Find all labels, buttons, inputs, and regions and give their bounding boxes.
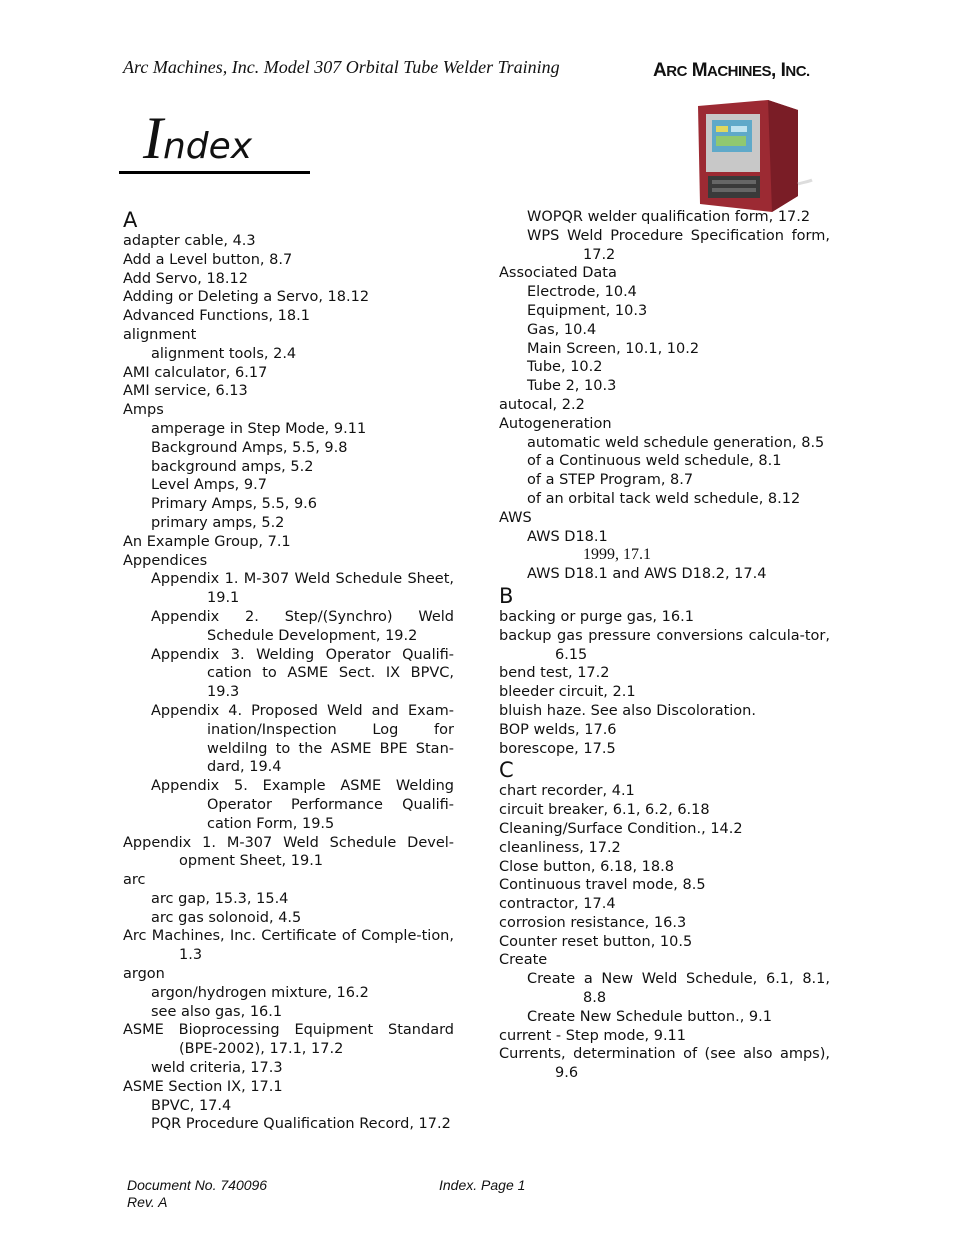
index-subentry: Level Amps, 9.7 bbox=[151, 477, 267, 494]
index-entry: corrosion resistance, 16.3 bbox=[499, 914, 687, 931]
index-subentry: automatic weld schedule generation, 8.5 bbox=[527, 434, 825, 451]
index-subentry: Electrode, 10.4 bbox=[527, 284, 637, 301]
index-subentry: see also gas, 16.1 bbox=[151, 1003, 283, 1020]
index-entry: autocal, 2.2 bbox=[499, 396, 585, 413]
index-entry: Arc Machines, Inc. Certificate of Comple-tion, 1.3 bbox=[123, 928, 454, 964]
heading-underline bbox=[119, 171, 310, 174]
index-column-right bbox=[499, 208, 830, 1083]
index-entry: ASME Section IX, 17.1 bbox=[123, 1078, 283, 1095]
index-entry: Amps bbox=[123, 402, 164, 419]
company-logo: ARC MACHINES, INC. bbox=[653, 60, 810, 81]
index-entry: Counter reset button, 10.5 bbox=[499, 933, 693, 950]
index-subentry: Appendix 3. Welding Operator Qualifi-cation to ASME Sect. IX BPVC, 19.3 bbox=[151, 646, 454, 701]
revision: Rev. A bbox=[127, 1194, 168, 1210]
index-subentry: Appendix 4. Proposed Weld and Exam-ination/Inspection Log for weldilng to the ASME BPE Stan-dard, 19.4 bbox=[151, 702, 454, 776]
index-entry: cleanliness, 17.2 bbox=[499, 839, 621, 856]
index-subentry: Appendix 1. M-307 Weld Schedule Sheet, 19.1 bbox=[151, 571, 454, 607]
index-entry: arc bbox=[123, 872, 146, 889]
index-subentry: Gas, 10.4 bbox=[527, 321, 597, 338]
index-entry: bluish haze. See also Discoloration. bbox=[499, 702, 756, 719]
index-entry: AWS bbox=[499, 509, 532, 526]
index-entry: contractor, 17.4 bbox=[499, 896, 616, 913]
index-entry: alignment bbox=[123, 326, 197, 343]
welder-machine-image bbox=[694, 96, 814, 214]
index-entry: Advanced Functions, 18.1 bbox=[123, 308, 310, 325]
footer-document-info bbox=[127, 1177, 267, 1211]
index-entry: adapter cable, 4.3 bbox=[123, 233, 256, 249]
index-subentry: weld criteria, 17.3 bbox=[151, 1060, 283, 1077]
index-subentry: 1999, 17.1 bbox=[583, 546, 651, 564]
index-subentry: Appendix 2. Step/(Synchro) Weld Schedule Development, 19.2 bbox=[151, 608, 454, 644]
section-letter-a: A bbox=[123, 208, 138, 232]
index-subentry: Tube 2, 10.3 bbox=[527, 378, 617, 395]
index-entry: AMI calculator, 6.17 bbox=[123, 364, 268, 381]
index-entry: circuit breaker, 6.1, 6.2, 6.18 bbox=[499, 802, 710, 819]
index-subentry: amperage in Step Mode, 9.11 bbox=[151, 420, 367, 437]
index-subentry: of an orbital tack weld schedule, 8.12 bbox=[527, 490, 801, 507]
index-entry: bend test, 17.2 bbox=[499, 665, 610, 682]
index-entry: BOP welds, 17.6 bbox=[499, 721, 617, 738]
index-entry: Close button, 6.18, 18.8 bbox=[499, 858, 674, 875]
page-number: Index. Page 1 bbox=[439, 1177, 526, 1193]
index-entry: borescope, 17.5 bbox=[499, 740, 616, 757]
index-entry: Add Servo, 18.12 bbox=[123, 270, 248, 287]
index-subentry: of a STEP Program, 8.7 bbox=[527, 472, 694, 489]
index-subentry: Appendix 5. Example ASME Welding Operator Performance Qualifi-cation Form, 19.5 bbox=[151, 778, 454, 832]
page-heading: Index bbox=[143, 105, 253, 171]
section-letter-b: B bbox=[499, 583, 514, 608]
index-subentry: background amps, 5.2 bbox=[151, 458, 314, 475]
index-entry: Appendices bbox=[123, 552, 208, 569]
index-entry: current - Step mode, 9.11 bbox=[499, 1027, 687, 1044]
index-column-left bbox=[123, 208, 454, 1134]
index-subentry: Primary Amps, 5.5, 9.6 bbox=[151, 496, 317, 513]
index-subentry: of a Continuous weld schedule, 8.1 bbox=[527, 453, 782, 470]
index-entry: Autogeneration bbox=[499, 415, 612, 432]
index-subentry: Create New Schedule button., 9.1 bbox=[527, 1008, 772, 1025]
index-subentry: AWS D18.1 and AWS D18.2, 17.4 bbox=[527, 566, 767, 583]
index-subentry: AWS D18.1 bbox=[527, 528, 608, 545]
index-subentry: arc gas solonoid, 4.5 bbox=[151, 909, 302, 926]
index-subentry: Main Screen, 10.1, 10.2 bbox=[527, 340, 700, 357]
section-letter-c: C bbox=[499, 758, 514, 783]
index-entry: backing or purge gas, 16.1 bbox=[499, 608, 694, 625]
document-number: Document No. 740096 bbox=[127, 1177, 268, 1193]
index-entry: ASME Bioprocessing Equipment Standard (BPE-2002), 17.1, 17.2 bbox=[123, 1022, 454, 1058]
index-subentry: argon/hydrogen mixture, 16.2 bbox=[151, 984, 369, 1001]
index-entry: Currents, determination of (see also amps), 9.6 bbox=[499, 1046, 830, 1082]
index-subentry: Background Amps, 5.5, 9.8 bbox=[151, 439, 348, 456]
index-entry: AMI service, 6.13 bbox=[123, 383, 248, 400]
index-entry: Cleaning/Surface Condition., 14.2 bbox=[499, 820, 743, 837]
index-subentry: arc gap, 15.3, 15.4 bbox=[151, 890, 289, 907]
index-entry: Adding or Deleting a Servo, 18.12 bbox=[123, 289, 370, 306]
index-subentry: WPS Weld Procedure Specification form, 17.2 bbox=[527, 227, 830, 263]
index-entry: chart recorder, 4.1 bbox=[499, 783, 635, 800]
index-entry: argon bbox=[123, 966, 165, 983]
index-entry: An Example Group, 7.1 bbox=[123, 533, 291, 550]
index-subentry: alignment tools, 2.4 bbox=[151, 345, 297, 362]
index-entry: Appendix 1. M-307 Weld Schedule Devel-opment Sheet, 19.1 bbox=[123, 834, 454, 870]
index-subentry: Tube, 10.2 bbox=[527, 359, 603, 376]
index-entry: bleeder circuit, 2.1 bbox=[499, 684, 636, 701]
index-entry: Associated Data bbox=[499, 265, 617, 282]
index-entry: Create bbox=[499, 952, 548, 969]
index-subentry: Equipment, 10.3 bbox=[527, 302, 648, 319]
index-subentry: WOPQR welder qualification form, 17.2 bbox=[527, 209, 811, 225]
index-subentry: PQR Procedure Qualification Record, 17.2 bbox=[151, 1116, 451, 1133]
index-entry: Continuous travel mode, 8.5 bbox=[499, 877, 706, 894]
document-title: Arc Machines, Inc. Model 307 Orbital Tube Welder Training bbox=[123, 57, 560, 77]
index-subentry: BPVC, 17.4 bbox=[151, 1097, 232, 1114]
index-entry: backup gas pressure conversions calcula-tor, 6.15 bbox=[499, 627, 830, 663]
index-subentry: primary amps, 5.2 bbox=[151, 514, 285, 531]
index-subentry: Create a New Weld Schedule, 6.1, 8.1, 8.8 bbox=[527, 971, 830, 1007]
index-entry: Add a Level button, 8.7 bbox=[123, 251, 293, 268]
